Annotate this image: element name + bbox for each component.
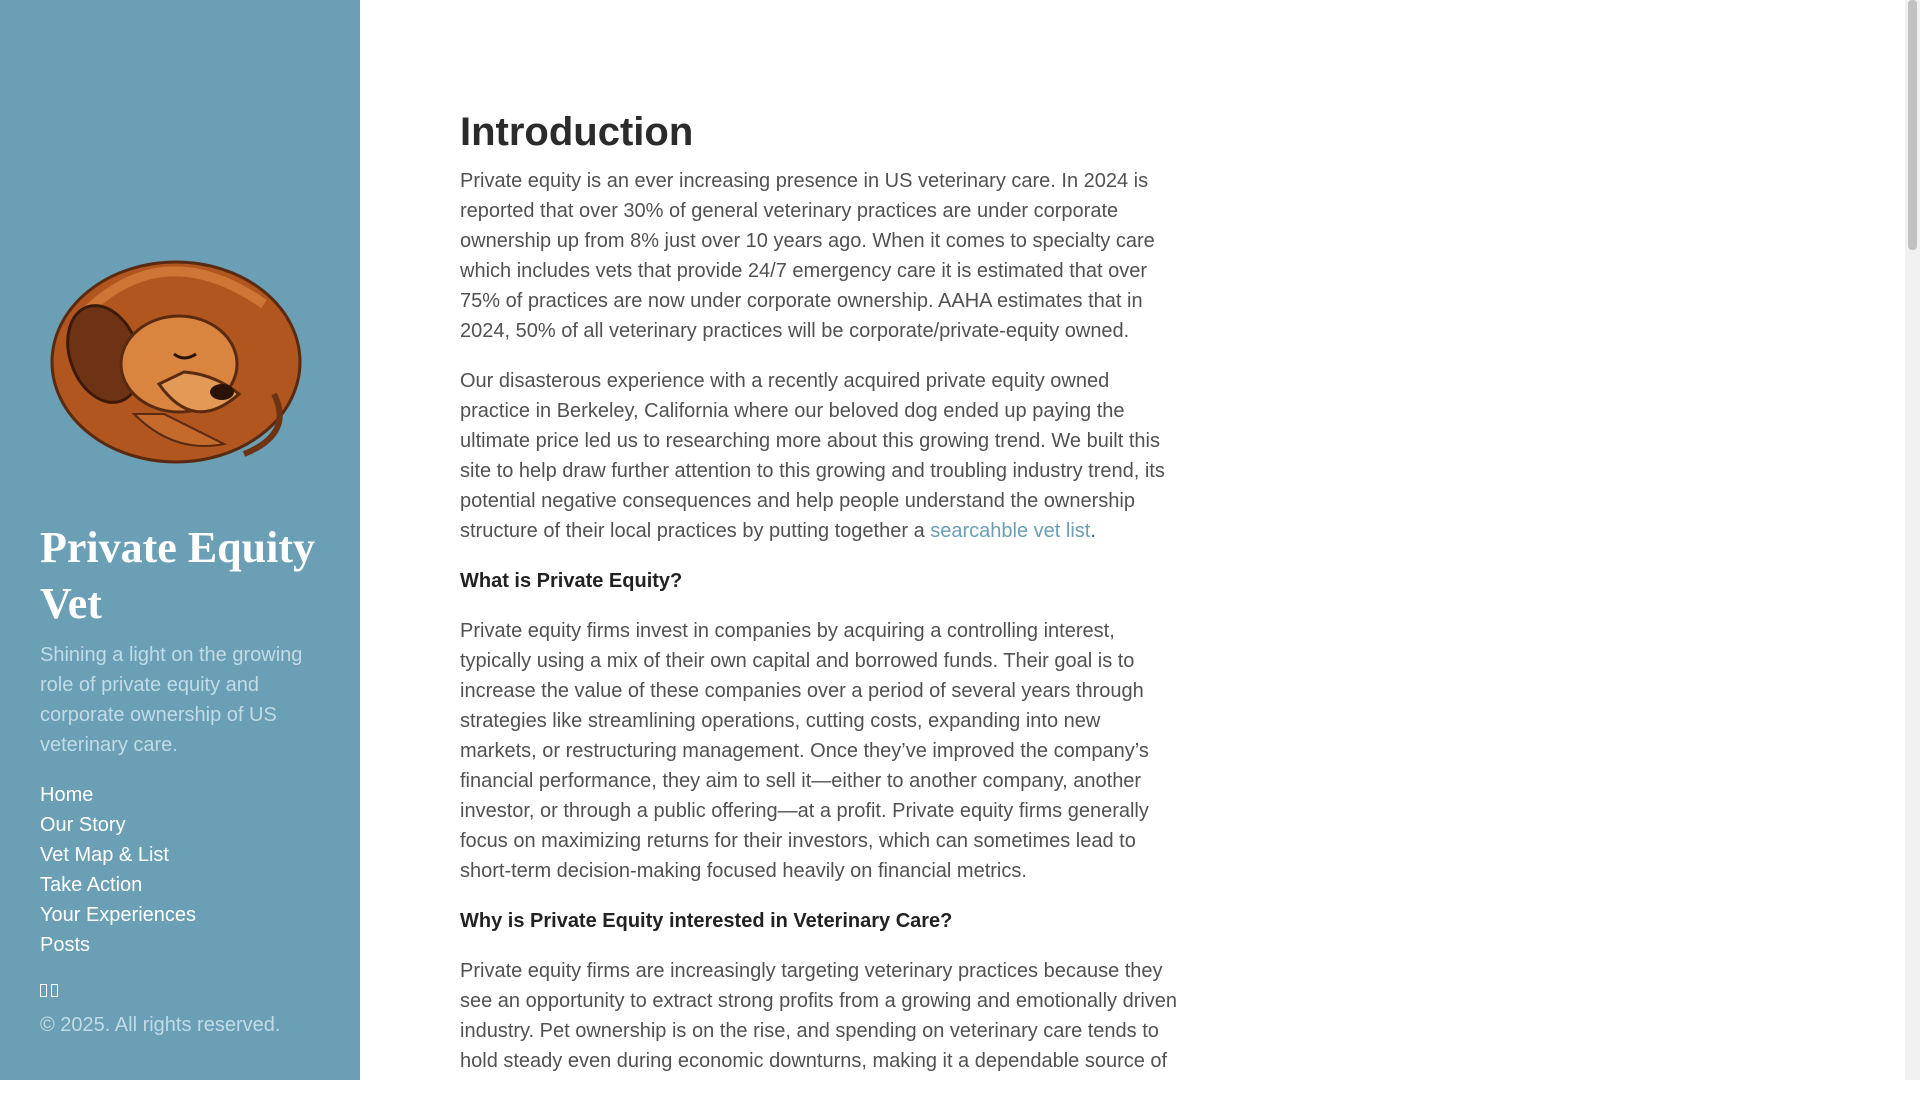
- nav-item-posts[interactable]: Posts: [40, 934, 91, 956]
- paragraph-experience: [460, 366, 1180, 546]
- social-icon[interactable]: [40, 984, 47, 997]
- nav-item-vet-map-list[interactable]: Vet Map & List: [40, 844, 169, 866]
- nav-item-home[interactable]: Home: [40, 784, 94, 806]
- paragraph-what-is-pe: Private equity firms invest in companies by acquiring a controlling interest, typically using a mix of their own capital and borrowed funds. Their goal is to increase the value of these companies over a period of several years through strategies like streamlining operations, cutting costs, expanding into new markets, or restructuring management. Once they’ve improved the company’s financial performance, they aim to sell it—either to another company, another investor, or through a public offering—at a profit. Private equity firms generally focus on maximizing returns for their investors, which can sometimes lead to short-term decision-making focused heavily on financial metrics.: [460, 620, 1149, 882]
- main-content: [460, 0, 1180, 1080]
- dog-nose: [210, 384, 234, 400]
- paragraph-experience-end: .: [1090, 520, 1096, 542]
- copyright: © 2025. All rights reserved.: [40, 1014, 281, 1036]
- section-heading-what: What is Private Equity?: [460, 570, 683, 592]
- article-body: [460, 166, 1180, 1096]
- nav-item-our-story[interactable]: Our Story: [40, 814, 126, 836]
- site-title[interactable]: Private Equity Vet: [40, 523, 315, 628]
- site-tagline: Shining a light on the growing role of private equity and corporate ownership of US veterinary care.: [40, 644, 303, 756]
- page-scrollbar[interactable]: [1905, 0, 1920, 1080]
- sidebar: [0, 0, 360, 1080]
- sleeping-dog-logo[interactable]: [44, 244, 304, 464]
- page-title: Introduction: [460, 110, 694, 154]
- nav-item-your-experiences[interactable]: Your Experiences: [40, 904, 197, 926]
- main-nav: [40, 780, 196, 960]
- social-icon[interactable]: [51, 984, 58, 997]
- nav-item-take-action[interactable]: Take Action: [40, 874, 143, 896]
- scrollbar-thumb[interactable]: [1908, 0, 1917, 250]
- social-links: [40, 984, 58, 997]
- paragraph-why-pe: Private equity firms are increasingly targeting veterinary practices because they see an opportunity to extract strong profits from a growing and emotionally driven industry. Pet ownership is on the rise, and spending on veterinary care tends to hold steady even during economic downturns, making it a dependable source of: [460, 960, 1178, 1072]
- vet-list-link[interactable]: searcahble vet list: [930, 520, 1091, 542]
- paragraph-experience-text: Our disasterous experience with a recently acquired private equity owned practice in Berkeley, California where our beloved dog ended up paying the ultimate price led us to researching more about this growing trend. We built this site to help draw further attention to this growing and troubling industry trend, its potential negative consequences and help people understand the ownership structure of their local practices by putting together a: [460, 370, 1165, 542]
- paragraph-intro: Private equity is an ever increasing presence in US veterinary care. In 2024 is reported that over 30% of general veterinary practices are under corporate ownership up from 8% just over 10 years ago. When it comes to specialty care which includes vets that provide 24/7 emergency care it is estimated that over 75% of practices are now under corporate ownership. AAHA estimates that in 2024, 50% of all veterinary practices will be corporate/private-equity owned.: [460, 170, 1155, 342]
- section-heading-why: Why is Private Equity interested in Veterinary Care?: [460, 910, 953, 932]
